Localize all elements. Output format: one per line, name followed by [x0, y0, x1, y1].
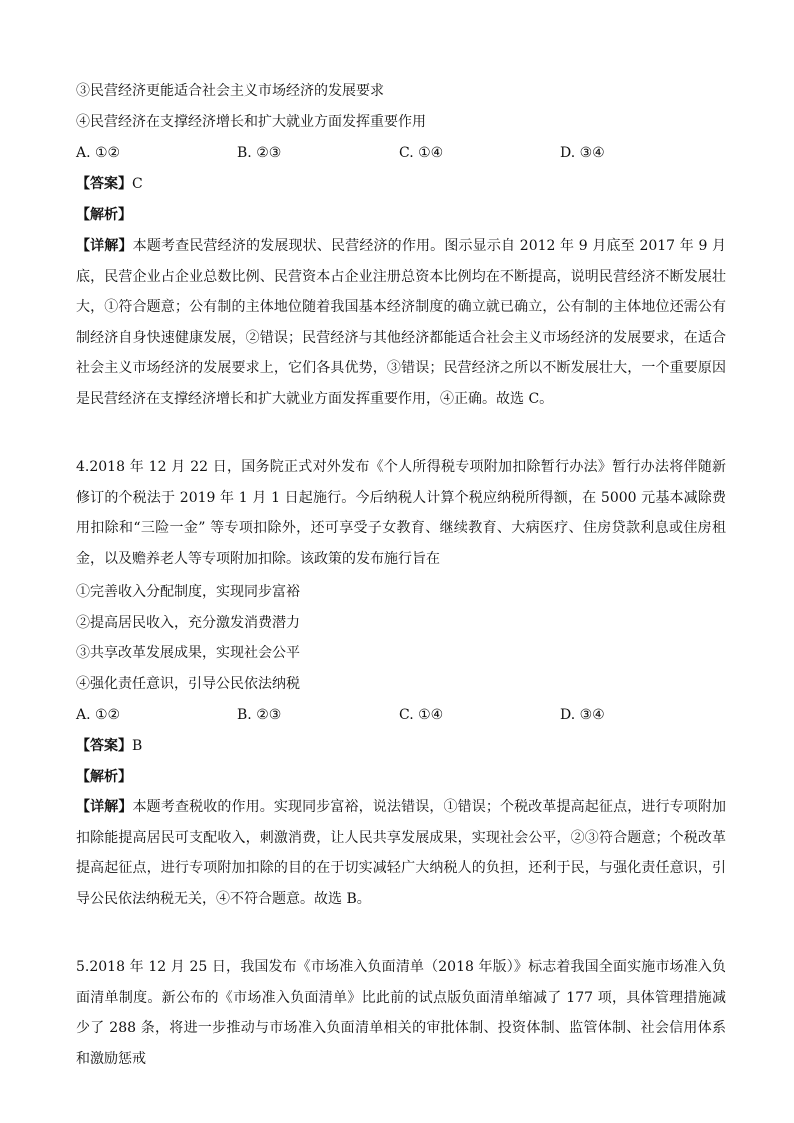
q5-stem: 5.2018 年 12 月 25 日，我国发布《市场准入负面清单（2018 年版）》标志着我国全面实施市场准入负面清单制度。新公布的《市场准入负面清单》比此前的试点版负面清单缩减了 177 项，具体管理措施减少了 288 条，将进一步推动与市场准入负面清单相关的审批体制、投资体制、监管体制、社会信用体系和激励惩戒 — [76, 959, 726, 1067]
q4-stem: 4.2018 年 12 月 22 日，国务院正式对外发布《个人所得税专项附加扣除暂行办法》暂行办法将伴随新修订的个税法于 2019 年 1 月 1 日起施行。今后纳税人计算个税应纳税所得额，在 5000 元基本减除费用扣除和“三险一金” 等专项扣除外，还可享受子女教育、继续教育、大病医疗、住房贷款利息或住房租金，以及赡养老人等专项附加扣除。该政策的发布施行旨在 — [76, 459, 726, 567]
q4-statement-1: ①完善收入分配制度，实现同步富裕 — [76, 584, 300, 600]
q4-option-a: A. ①② — [76, 707, 121, 723]
q3-statement-4: ④民营经济在支撑经济增长和扩大就业方面发挥重要作用 — [76, 114, 426, 130]
detail-tag: 【详解】 — [76, 238, 133, 254]
q3-option-d: D. ③④ — [560, 145, 605, 161]
q4-detail — [76, 792, 726, 916]
q4-options — [76, 705, 726, 725]
answer-tag: 【答案】 — [76, 176, 132, 192]
q3-options — [76, 143, 726, 163]
answer-value: B — [132, 738, 143, 754]
q4-statement-3: ③共享改革发展成果，实现社会公平 — [76, 645, 300, 661]
q4-option-b: B. ②③ — [237, 707, 282, 723]
q4-answer — [76, 736, 726, 756]
q4-option-c: C. ①④ — [399, 707, 444, 723]
q4-statement-2: ②提高居民收入，充分激发消费潜力 — [76, 615, 300, 631]
q3-option-c: C. ①④ — [399, 145, 444, 161]
q4-analysis-tag: 【解析】 — [76, 769, 132, 785]
q3-analysis-tag: 【解析】 — [76, 207, 132, 223]
q3-option-b: B. ②③ — [237, 145, 282, 161]
q3-option-a: A. ①② — [76, 145, 121, 161]
answer-value: C — [132, 176, 143, 192]
q3-detail — [76, 231, 726, 416]
detail-tag: 【详解】 — [76, 799, 133, 815]
q4-statement-4: ④强化责任意识，引导公民依法纳税 — [76, 676, 300, 692]
detail-text: 本题考查税收的作用。实现同步富裕，说法错误，①错误；个税改革提高起征点，进行专项附加扣除能提高居民可支配收入，刺激消费，让人民共享发展成果，实现社会公平，②③符合题意；个税改革提高起征点，进行专项附加扣除的目的在于切实减轻广大纳税人的负担，还利于民，与强化责任意识，引导公民依法纳税无关，④不符合题意。故选 B。 — [76, 799, 727, 907]
detail-text: 本题考查民营经济的发展现状、民营经济的作用。图示显示自 2012 年 9 月底至 2017 年 9 月底，民营企业占企业总数比例、民营资本占企业注册总资本比例均在不断提高，说明民营经济不断发展壮大，①符合题意；公有制的主体地位随着我国基本经济制度的确立就已确立，公有制的主体地位还需公有制经济自身快速健康发展，②错误；民营经济与其他经济都能适合社会主义市场经济的发展要求，在适合社会主义市场经济的发展要求上，它们各具优势，③错误；民营经济之所以不断发展壮大，一个重要原因是民营经济在支撑经济增长和扩大就业方面发挥重要作用，④正确。故选 C。 — [76, 238, 727, 407]
answer-tag: 【答案】 — [76, 738, 132, 754]
q3-statement-3: ③民营经济更能适合社会主义市场经济的发展要求 — [76, 83, 384, 99]
q3-answer — [76, 174, 726, 194]
q4-option-d: D. ③④ — [560, 707, 605, 723]
